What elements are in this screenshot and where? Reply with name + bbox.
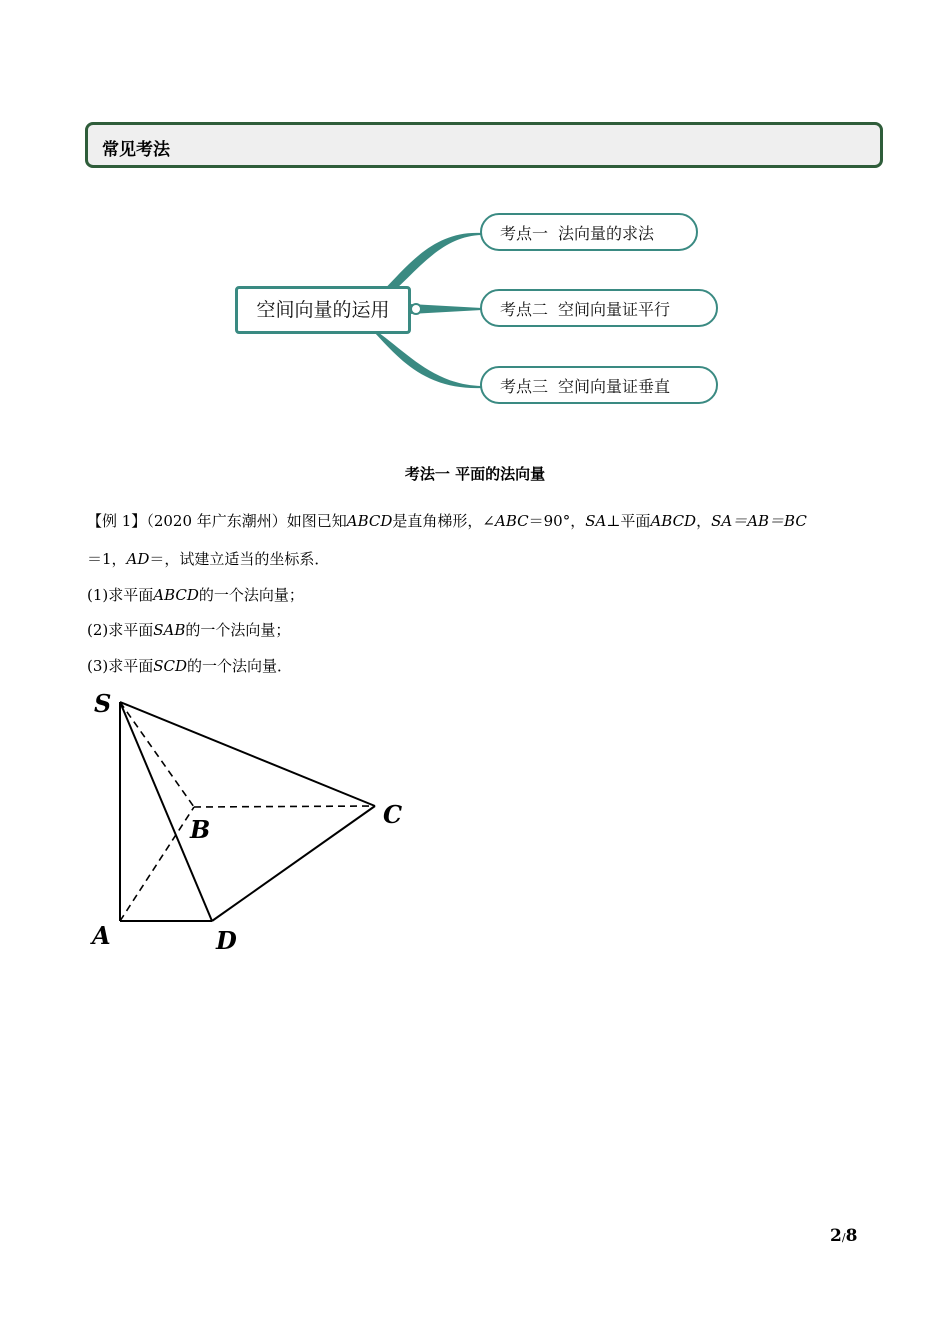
question-2: [87, 619, 290, 640]
text: 如图已知: [286, 512, 347, 530]
node-tag: 考点三: [500, 377, 549, 396]
text: 的一个法向量；: [185, 621, 291, 639]
example-tag: 【例 1】: [87, 512, 147, 530]
page-current: 2: [830, 1226, 842, 1246]
label-D: D: [216, 926, 237, 955]
mind-map: [200, 200, 760, 420]
math: SA＝AB＝BC: [711, 512, 807, 530]
label-S: S: [94, 690, 112, 718]
question-1: [87, 584, 304, 605]
text: ，: [696, 512, 712, 530]
page-number: [830, 1226, 857, 1246]
section-header: [85, 122, 883, 168]
text: ＝1，: [87, 550, 127, 568]
label-A: A: [92, 921, 111, 950]
example-source: （2020 年广东潮州）: [146, 512, 287, 530]
text: ＝，试建立适当的坐标系．: [149, 550, 330, 568]
node-label: 法向量的求法: [558, 224, 655, 243]
text: (1)求平面: [87, 586, 154, 604]
section-title: 常见考法: [102, 140, 170, 160]
text: ＝90°，: [528, 512, 586, 530]
branch-bottom: [372, 328, 482, 388]
method-title: 考法一 平面的法向量: [404, 465, 546, 483]
example-line-1: [87, 510, 807, 531]
example-line-2: [87, 548, 329, 569]
mind-map-node-2: [480, 289, 718, 327]
pyramid-figure: [88, 690, 418, 960]
mind-map-node-3: [480, 366, 718, 404]
math: ABCD: [346, 512, 393, 530]
math: ABC: [495, 512, 529, 530]
page-sep: /: [841, 1231, 846, 1244]
math: SCD: [153, 657, 188, 675]
node-tag: 考点一: [500, 224, 549, 243]
node-tag: 考点二: [500, 300, 549, 319]
collapse-dot-icon: [411, 304, 421, 314]
math: ABCD: [153, 586, 199, 604]
edge-SC: [120, 702, 375, 806]
edge-AB: [120, 807, 194, 921]
text: 的一个法向量；: [198, 586, 304, 604]
mind-map-node-1: [480, 213, 698, 251]
text: 是直角梯形，∠: [392, 512, 495, 530]
page-total: 8: [845, 1226, 858, 1246]
math: AD: [126, 550, 150, 568]
label-B: B: [190, 815, 211, 844]
math: SA: [585, 512, 607, 530]
label-C: C: [383, 800, 403, 829]
edge-DC: [212, 806, 375, 921]
mind-map-center: 空间向量的运用: [235, 286, 411, 334]
node-label: 空间向量证垂直: [558, 377, 671, 396]
edge-BC: [194, 806, 375, 807]
text: (3)求平面: [87, 657, 154, 675]
text: (2)求平面: [87, 621, 154, 639]
math: SAB: [153, 621, 186, 639]
text: ⊥平面: [606, 512, 651, 530]
node-label: 空间向量证平行: [558, 300, 671, 319]
question-3: [87, 655, 292, 676]
math: ABCD: [650, 512, 697, 530]
text: 的一个法向量．: [187, 657, 293, 675]
